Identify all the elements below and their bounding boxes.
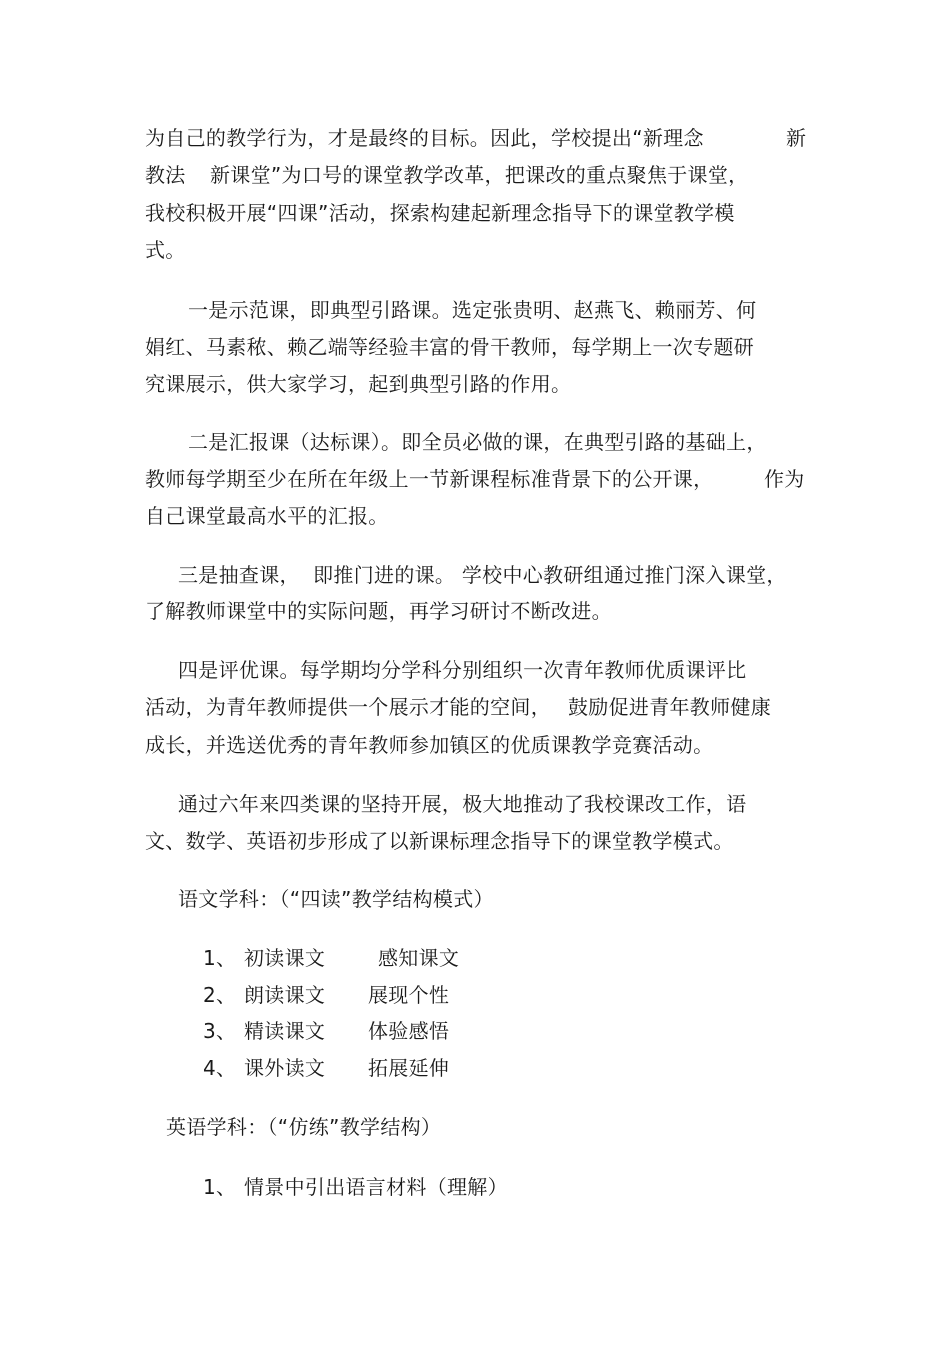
p2-line-2b: 作为 (764, 467, 805, 491)
p4-line-1: 四是评优课。每学期均分学科分别组织一次青年教师优质课评比 (178, 658, 747, 682)
intro-line-2b: 新课堂”为口号的课堂教学改革，把课改的重点聚焦于课堂， (210, 163, 749, 187)
chinese-item-3-step: 精读课文 (244, 1019, 326, 1043)
intro-line-1b: 新 (786, 126, 807, 150)
chinese-item-3-number: 3、 (203, 1019, 237, 1043)
intro-line-2a: 教法 (145, 163, 186, 187)
p3-line-1: 三是抽查课， 即推门进的课。 学校中心教研组通过推门深入课堂， (178, 563, 787, 587)
english-heading: 英语学科：（“仿练”教学结构） (166, 1115, 442, 1139)
p2-line-3: 自己课堂最高水平的汇报。 (145, 504, 389, 528)
chinese-item-1-number: 1、 (203, 946, 237, 970)
chinese-item-1-step: 初读课文 (244, 946, 326, 970)
p5-line-2: 文、数学、英语初步形成了以新课标理念指导下的课堂教学模式。 (145, 829, 734, 853)
p1-line-1: 一是示范课，即典型引路课。选定张贵明、赵燕飞、赖丽芳、何 (188, 298, 757, 322)
chinese-item-4-goal: 拓展延伸 (368, 1056, 450, 1080)
chinese-item-4-step: 课外读文 (244, 1056, 326, 1080)
chinese-item-2-number: 2、 (203, 983, 237, 1007)
chinese-item-4-number: 4、 (203, 1056, 237, 1080)
p5-line-1: 通过六年来四类课的坚持开展，极大地推动了我校课改工作，语 (178, 792, 747, 816)
chinese-heading: 语文学科：（“四读”教学结构模式） (178, 887, 494, 911)
p4-line-3: 成长，并选送优秀的青年教师参加镇区的优质课教学竞赛活动。 (145, 733, 714, 757)
p2-line-1: 二是汇报课（达标课）。即全员必做的课，在典型引路的基础上， (188, 430, 767, 454)
p1-line-3: 究课展示，供大家学习，起到典型引路的作用。 (145, 372, 572, 396)
intro-line-1a: 为自己的教学行为，才是最终的目标。因此，学校提出“新理念 (145, 126, 704, 150)
p2-line-2a: 教师每学期至少在所在年级上一节新课程标准背景下的公开课， (145, 467, 714, 491)
p3-line-2: 了解教师课堂中的实际问题，再学习研讨不断改进。 (145, 599, 612, 623)
english-item-1-number: 1、 (203, 1175, 237, 1199)
chinese-item-2-goal: 展现个性 (368, 983, 450, 1007)
intro-line-3: 我校积极开展“四课”活动，探索构建起新理念指导下的课堂教学模 (145, 201, 735, 225)
intro-line-4: 式。 (145, 238, 186, 262)
chinese-item-3-goal: 体验感悟 (368, 1019, 450, 1043)
p1-line-2: 娟红、马素秾、赖乙端等经验丰富的骨干教师，每学期上一次专题研 (145, 335, 754, 359)
chinese-item-2-step: 朗读课文 (244, 983, 326, 1007)
p4-line-2a: 活动，为青年教师提供一个展示才能的空间， (145, 695, 551, 719)
p4-line-2b: 鼓励促进青年教师健康 (568, 695, 771, 719)
chinese-item-1-goal: 感知课文 (378, 946, 460, 970)
english-item-1-step: 情景中引出语言材料（理解） (244, 1175, 508, 1199)
